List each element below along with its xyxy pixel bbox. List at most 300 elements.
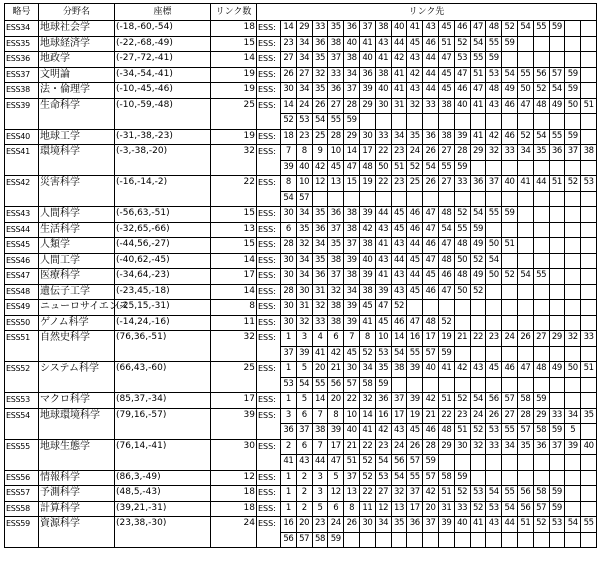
table-row: [5, 517, 597, 533]
link-target-cell: 36: [533, 439, 549, 455]
link-target-cell: 28: [328, 129, 344, 145]
link-target-cell: 55: [486, 36, 502, 52]
link-prefix: ESS:: [257, 52, 281, 68]
field-name: 情報科学: [39, 470, 115, 486]
link-target-cell: 34: [502, 439, 518, 455]
link-target-cell: [454, 315, 470, 331]
link-target-cell: 36: [344, 21, 360, 37]
link-target-cell: 24: [470, 408, 486, 424]
link-target-cell: 59: [502, 207, 518, 223]
link-target-cell: [581, 486, 597, 502]
link-target-cell: 10: [296, 176, 312, 192]
link-target-cell: 59: [533, 393, 549, 409]
link-target-cell: 35: [312, 207, 328, 223]
link-target-cell: 36: [312, 269, 328, 285]
link-target-cell: 16: [407, 331, 423, 347]
link-target-cell: [549, 207, 565, 223]
link-target-cell: 42: [391, 52, 407, 68]
link-target-cell: 51: [438, 36, 454, 52]
link-target-cell: [438, 191, 454, 207]
link-count: 19: [211, 67, 257, 83]
link-target-cell: 36: [407, 517, 423, 533]
link-target-cell: 24: [391, 439, 407, 455]
link-target-cell: [565, 455, 581, 471]
link-target-cell: 55: [517, 67, 533, 83]
link-target-cell: 14: [312, 393, 328, 409]
link-target-cell: [581, 455, 597, 471]
link-target-cell: 59: [549, 424, 565, 440]
link-target-cell: [423, 191, 439, 207]
link-target-cell: 36: [549, 145, 565, 161]
link-target-cell: 42: [407, 67, 423, 83]
link-target-cell: 44: [391, 36, 407, 52]
link-target-cell: [565, 315, 581, 331]
link-prefix: ESS:: [257, 238, 281, 254]
field-code: ESS50: [5, 315, 39, 331]
link-target-cell: 37: [328, 52, 344, 68]
table-row: [5, 284, 597, 300]
link-target-cell: [533, 160, 549, 176]
field-code: ESS55: [5, 439, 39, 470]
link-target-cell: 36: [328, 83, 344, 99]
link-target-cell: 51: [454, 424, 470, 440]
link-target-cell: 46: [502, 98, 518, 114]
link-target-cell: 48: [533, 362, 549, 378]
link-target-cell: 40: [375, 83, 391, 99]
link-target-cell: 45: [407, 424, 423, 440]
link-target-cell: 59: [502, 36, 518, 52]
link-target-cell: 40: [359, 253, 375, 269]
link-target-cell: 28: [281, 284, 297, 300]
link-target-cell: 54: [533, 129, 549, 145]
field-code: ESS46: [5, 253, 39, 269]
link-target-cell: 37: [423, 517, 439, 533]
link-target-cell: [391, 532, 407, 548]
link-target-cell: 46: [502, 129, 518, 145]
link-target-cell: [438, 377, 454, 393]
header-coords: 座標: [115, 4, 211, 21]
link-target-cell: 32: [296, 238, 312, 254]
link-target-cell: 8: [281, 176, 297, 192]
link-target-cell: 33: [454, 176, 470, 192]
link-target-cell: 48: [486, 83, 502, 99]
link-target-cell: 41: [375, 269, 391, 285]
table-row: [5, 98, 597, 114]
field-name: 地球環境科学: [39, 408, 115, 439]
link-target-cell: 55: [533, 269, 549, 285]
link-count: 25: [211, 98, 257, 129]
link-target-cell: 52: [438, 315, 454, 331]
link-target-cell: 47: [423, 207, 439, 223]
link-target-cell: [565, 222, 581, 238]
link-target-cell: 41: [359, 315, 375, 331]
link-target-cell: 59: [565, 83, 581, 99]
link-target-cell: 57: [407, 455, 423, 471]
field-code: ESS54: [5, 408, 39, 439]
link-target-cell: [533, 222, 549, 238]
field-coordinates: (-31,-38,-23): [115, 129, 211, 145]
link-target-cell: [533, 36, 549, 52]
link-target-cell: [581, 393, 597, 409]
link-target-cell: 51: [438, 393, 454, 409]
link-prefix: ESS:: [257, 67, 281, 83]
link-target-cell: [549, 315, 565, 331]
field-coordinates: (66,43,-60): [115, 362, 211, 393]
link-target-cell: 30: [375, 98, 391, 114]
link-target-cell: [486, 532, 502, 548]
link-target-cell: 39: [359, 207, 375, 223]
link-target-cell: [359, 114, 375, 130]
link-target-cell: 34: [391, 129, 407, 145]
link-target-cell: [565, 377, 581, 393]
link-target-cell: 44: [391, 253, 407, 269]
link-target-cell: 26: [344, 517, 360, 533]
field-name: ニューロサイエンス: [39, 300, 115, 316]
table-row: [5, 83, 597, 99]
link-target-cell: 36: [423, 129, 439, 145]
link-target-cell: 31: [296, 300, 312, 316]
link-target-cell: 43: [470, 362, 486, 378]
link-target-cell: 43: [391, 424, 407, 440]
link-target-cell: 13: [328, 176, 344, 192]
link-target-cell: [344, 191, 360, 207]
link-target-cell: 26: [312, 98, 328, 114]
link-target-cell: 22: [359, 486, 375, 502]
link-target-cell: 43: [391, 284, 407, 300]
link-target-cell: [359, 191, 375, 207]
link-target-cell: 55: [328, 114, 344, 130]
link-target-cell: 33: [423, 98, 439, 114]
link-target-cell: 29: [470, 145, 486, 161]
link-target-cell: 58: [533, 424, 549, 440]
link-target-cell: [565, 191, 581, 207]
link-target-cell: [549, 284, 565, 300]
link-target-cell: 54: [486, 486, 502, 502]
link-count: 15: [211, 207, 257, 223]
link-target-cell: 54: [486, 253, 502, 269]
link-count: 14: [211, 253, 257, 269]
link-prefix: ESS:: [257, 408, 281, 439]
link-target-cell: [502, 470, 518, 486]
field-coordinates: (-3,-38,-20): [115, 145, 211, 176]
link-target-cell: 47: [517, 98, 533, 114]
link-target-cell: 59: [549, 21, 565, 37]
field-coordinates: (48,5,-43): [115, 486, 211, 502]
link-target-cell: 23: [454, 408, 470, 424]
link-target-cell: 59: [549, 501, 565, 517]
link-table: [4, 3, 597, 548]
link-target-cell: 8: [328, 408, 344, 424]
link-target-cell: 41: [470, 98, 486, 114]
link-target-cell: 17: [359, 145, 375, 161]
link-target-cell: 48: [533, 98, 549, 114]
link-target-cell: 23: [296, 129, 312, 145]
link-target-cell: 56: [517, 501, 533, 517]
link-target-cell: 26: [423, 145, 439, 161]
link-target-cell: 53: [281, 377, 297, 393]
link-target-cell: 40: [391, 21, 407, 37]
link-target-cell: 28: [423, 439, 439, 455]
link-target-cell: [581, 67, 597, 83]
link-target-cell: 23: [391, 176, 407, 192]
link-target-cell: 24: [502, 331, 518, 347]
link-target-cell: [486, 191, 502, 207]
table-row: [5, 67, 597, 83]
link-target-cell: 3: [312, 486, 328, 502]
link-target-cell: 36: [470, 176, 486, 192]
link-target-cell: [549, 160, 565, 176]
link-target-cell: 51: [470, 67, 486, 83]
link-target-cell: [407, 114, 423, 130]
link-target-cell: 47: [438, 284, 454, 300]
link-target-cell: 34: [296, 36, 312, 52]
link-target-cell: 35: [328, 238, 344, 254]
link-target-cell: 32: [391, 486, 407, 502]
link-target-cell: 48: [454, 238, 470, 254]
link-prefix: ESS:: [257, 36, 281, 52]
link-target-cell: 15: [344, 176, 360, 192]
link-target-cell: 32: [359, 393, 375, 409]
link-target-cell: 50: [565, 98, 581, 114]
link-target-cell: 46: [407, 222, 423, 238]
link-target-cell: [533, 114, 549, 130]
link-target-cell: 1: [281, 393, 297, 409]
field-code: ESS38: [5, 83, 39, 99]
link-target-cell: 34: [344, 284, 360, 300]
link-target-cell: 55: [502, 424, 518, 440]
link-target-cell: 52: [454, 393, 470, 409]
field-name: 自然史科学: [39, 331, 115, 362]
link-target-cell: [502, 377, 518, 393]
link-target-cell: [454, 455, 470, 471]
link-target-cell: [581, 377, 597, 393]
link-target-cell: 51: [438, 486, 454, 502]
field-name: 人間工学: [39, 253, 115, 269]
link-target-cell: 55: [502, 486, 518, 502]
link-target-cell: 43: [391, 269, 407, 285]
link-target-cell: 50: [454, 253, 470, 269]
field-code: ESS57: [5, 486, 39, 502]
link-target-cell: [533, 315, 549, 331]
link-target-cell: [565, 532, 581, 548]
link-target-cell: 47: [407, 315, 423, 331]
link-target-cell: 52: [359, 470, 375, 486]
link-target-cell: 47: [375, 300, 391, 316]
link-target-cell: 16: [375, 408, 391, 424]
field-name: 文明論: [39, 67, 115, 83]
link-target-cell: 44: [423, 52, 439, 68]
link-target-cell: 55: [454, 222, 470, 238]
field-code: ESS51: [5, 331, 39, 362]
link-target-cell: 35: [517, 439, 533, 455]
link-target-cell: 52: [470, 253, 486, 269]
link-count: 19: [211, 129, 257, 145]
link-target-cell: 30: [281, 83, 297, 99]
link-target-cell: [502, 346, 518, 362]
field-code: ESS42: [5, 176, 39, 207]
link-target-cell: 2: [281, 439, 297, 455]
field-coordinates: (79,16,-57): [115, 408, 211, 439]
link-target-cell: 38: [312, 424, 328, 440]
link-target-cell: 34: [296, 52, 312, 68]
link-target-cell: 40: [344, 36, 360, 52]
link-prefix: ESS:: [257, 300, 281, 316]
field-coordinates: (23,38,-30): [115, 517, 211, 548]
link-target-cell: 39: [375, 284, 391, 300]
link-target-cell: [344, 532, 360, 548]
link-target-cell: 54: [470, 393, 486, 409]
link-target-cell: [565, 300, 581, 316]
link-target-cell: 59: [454, 160, 470, 176]
link-target-cell: 46: [423, 424, 439, 440]
table-row: [5, 176, 597, 192]
link-target-cell: 49: [549, 98, 565, 114]
link-target-cell: 14: [359, 408, 375, 424]
link-target-cell: [407, 300, 423, 316]
link-target-cell: 22: [359, 439, 375, 455]
link-target-cell: 43: [486, 98, 502, 114]
link-target-cell: 21: [423, 408, 439, 424]
link-count: 22: [211, 176, 257, 207]
link-target-cell: [533, 191, 549, 207]
link-target-cell: [565, 114, 581, 130]
header-field: 分野名: [39, 4, 115, 21]
link-target-cell: 23: [486, 331, 502, 347]
link-target-cell: 59: [565, 129, 581, 145]
link-target-cell: [517, 207, 533, 223]
link-count: 15: [211, 36, 257, 52]
link-target-cell: 30: [281, 269, 297, 285]
link-target-cell: 56: [281, 532, 297, 548]
link-target-cell: 52: [281, 114, 297, 130]
link-target-cell: [454, 191, 470, 207]
link-target-cell: 37: [549, 439, 565, 455]
link-target-cell: 24: [407, 145, 423, 161]
link-target-cell: 51: [549, 176, 565, 192]
link-target-cell: [438, 114, 454, 130]
link-prefix: ESS:: [257, 331, 281, 362]
link-target-cell: 46: [502, 362, 518, 378]
link-target-cell: 45: [391, 207, 407, 223]
link-target-cell: 51: [502, 238, 518, 254]
link-target-cell: 30: [281, 315, 297, 331]
field-coordinates: (-44,56,-27): [115, 238, 211, 254]
link-target-cell: [359, 532, 375, 548]
link-target-cell: 35: [407, 129, 423, 145]
link-target-cell: 47: [470, 83, 486, 99]
link-target-cell: 47: [470, 21, 486, 37]
link-target-cell: [470, 114, 486, 130]
link-target-cell: 46: [407, 207, 423, 223]
link-target-cell: [517, 253, 533, 269]
field-coordinates: (-18,-60,-54): [115, 21, 211, 37]
link-target-cell: 41: [281, 455, 297, 471]
link-target-cell: 54: [281, 191, 297, 207]
link-target-cell: 49: [470, 269, 486, 285]
link-target-cell: 22: [344, 393, 360, 409]
link-target-cell: [470, 470, 486, 486]
link-target-cell: 10: [375, 331, 391, 347]
link-target-cell: 58: [359, 377, 375, 393]
link-target-cell: 52: [470, 284, 486, 300]
link-target-cell: 8: [296, 145, 312, 161]
link-target-cell: 40: [359, 52, 375, 68]
link-target-cell: 41: [359, 36, 375, 52]
link-target-cell: 32: [312, 300, 328, 316]
link-target-cell: 39: [565, 439, 581, 455]
field-name: 法・倫理学: [39, 83, 115, 99]
link-target-cell: 37: [281, 346, 297, 362]
link-target-cell: 37: [565, 145, 581, 161]
link-target-cell: 3: [281, 408, 297, 424]
link-target-cell: [581, 114, 597, 130]
link-target-cell: 14: [281, 21, 297, 37]
link-target-cell: 55: [549, 129, 565, 145]
link-target-cell: 54: [470, 36, 486, 52]
link-target-cell: 43: [407, 83, 423, 99]
link-target-cell: 58: [533, 486, 549, 502]
link-target-cell: [454, 114, 470, 130]
field-name: 資源科学: [39, 517, 115, 548]
link-target-cell: [581, 501, 597, 517]
link-count: 18: [211, 501, 257, 517]
table-row: [5, 129, 597, 145]
link-target-cell: 6: [296, 439, 312, 455]
link-target-cell: 30: [281, 207, 297, 223]
link-target-cell: 34: [296, 269, 312, 285]
link-target-cell: [533, 300, 549, 316]
field-coordinates: (76,36,-51): [115, 331, 211, 362]
link-count: 18: [211, 486, 257, 502]
link-target-cell: 59: [486, 52, 502, 68]
field-code: ESS59: [5, 517, 39, 548]
link-target-cell: 33: [549, 408, 565, 424]
link-target-cell: 26: [423, 176, 439, 192]
header-code: 略号: [5, 4, 39, 21]
link-target-cell: [581, 21, 597, 37]
link-target-cell: [486, 455, 502, 471]
link-target-cell: [375, 114, 391, 130]
link-target-cell: 47: [328, 455, 344, 471]
link-target-cell: 33: [328, 67, 344, 83]
link-target-cell: [581, 36, 597, 52]
table-row: [5, 300, 597, 316]
link-target-cell: 32: [486, 145, 502, 161]
link-target-cell: 40: [454, 517, 470, 533]
link-target-cell: 23: [281, 36, 297, 52]
field-code: ESS37: [5, 67, 39, 83]
link-target-cell: [517, 222, 533, 238]
link-target-cell: [423, 300, 439, 316]
link-target-cell: 37: [344, 83, 360, 99]
link-target-cell: 40: [423, 362, 439, 378]
link-target-cell: 8: [344, 501, 360, 517]
link-target-cell: 2: [296, 470, 312, 486]
link-target-cell: 6: [328, 501, 344, 517]
link-target-cell: 46: [423, 284, 439, 300]
link-prefix: ESS:: [257, 176, 281, 207]
link-target-cell: 3: [312, 470, 328, 486]
link-target-cell: 56: [533, 67, 549, 83]
link-target-cell: [581, 191, 597, 207]
link-target-cell: 44: [502, 517, 518, 533]
link-prefix: ESS:: [257, 517, 281, 548]
link-target-cell: [549, 393, 565, 409]
link-target-cell: 57: [296, 191, 312, 207]
link-target-cell: 7: [312, 439, 328, 455]
link-count: 18: [211, 21, 257, 37]
link-target-cell: [517, 455, 533, 471]
